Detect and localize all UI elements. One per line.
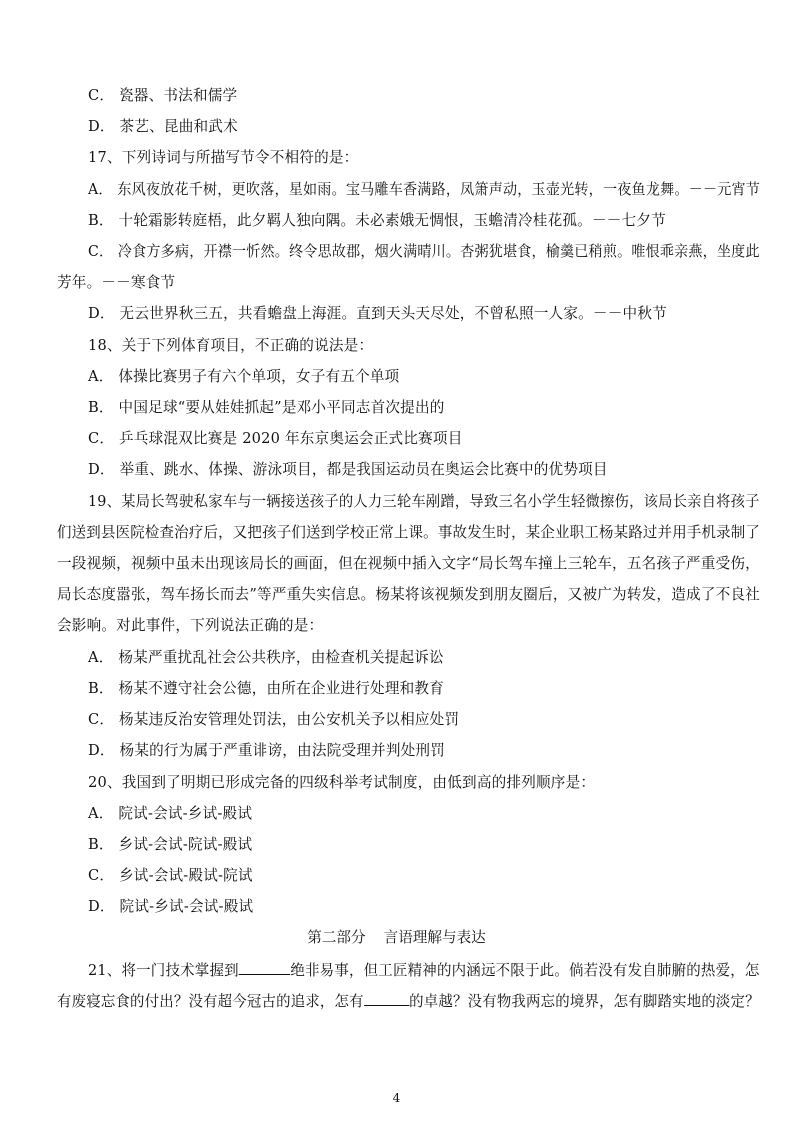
q19-stem-line: 一段视频，视频中虽未出现该局长的画面，但在视频中插入文字“局长驾车撞上三轮车，五名孩子严重受伤， [57, 555, 760, 572]
q19-option-d: D． 杨某的行为属于严重诽谤，由法院受理并判处刑罚 [88, 742, 445, 759]
q19-option-c: C． 杨某违反治安管理处罚法，由公安机关予以相应处罚 [88, 711, 460, 728]
q19-stem-line: 们送到县医院检查治疗后，又把孩子们送到学校正常上课。事故发生时，某企业职工杨某路过并用手机录制了 [57, 524, 761, 541]
q18-option-d: D． 举重、跳水、体操、游泳项目，都是我国运动员在奥运会比赛中的优势项目 [88, 461, 608, 478]
q17-option-c: C． 冷食方多病，开襟一忻然。终令思故郡，烟火满晴川。杏粥犹堪食，榆羹已稍煎。唯恨乖亲燕，坐度此 [88, 243, 760, 260]
q20-option-c: C． 乡试-会试-殿试-院试 [88, 867, 253, 884]
fill-blank [239, 960, 291, 975]
q21-text: 21、将一门技术掌握到 [88, 962, 239, 979]
section-heading [0, 928, 793, 948]
q17-option-a: A． 东风夜放花千树，更吹落，星如雨。宝马雕车香满路，凤箫声动，玉壶光转，一夜鱼龙舞。－－元宵节 [88, 181, 761, 198]
q17-option-c-cont: 芳年。－－寒食节 [57, 274, 176, 291]
q20-stem: 20、我国到了明期已形成完备的四级科举考试制度，由低到高的排列顺序是： [88, 774, 596, 791]
q18-option-b: B． 中国足球“要从娃娃抓起”是邓小平同志首次提出的 [88, 399, 445, 416]
q18-option-c: C． 乒乓球混双比赛是 2020 年东京奥运会正式比赛项目 [88, 430, 463, 447]
q19-option-b: B． 杨某不遵守社会公德，由所在企业进行处理和教育 [88, 680, 445, 697]
q19-stem-line: 会影响。对此事件，下列说法正确的是： [57, 617, 324, 634]
q16-option-c: C． 瓷器、书法和儒学 [88, 87, 238, 104]
q21-stem-line [88, 960, 760, 981]
q18-stem: 18、关于下列体育项目，不正确的说法是： [88, 337, 374, 354]
q20-option-d: D． 院试-乡试-会试-殿试 [88, 898, 254, 915]
section-title: 言语理解与表达 [383, 929, 486, 946]
q18-option-a: A． 体操比赛男子有六个单项，女子有五个单项 [88, 368, 400, 385]
q20-option-b: B． 乡试-会试-院试-殿试 [88, 836, 253, 853]
q17-option-d: D． 无云世界秋三五，共看蟾盘上海涯。直到天头天尽处，不曾私照一人家。－－中秋节 [88, 305, 667, 322]
q19-stem-line: 局长态度嚣张，驾车扬长而去”等严重失实信息。杨某将该视频发到朋友圈后，又被广为转发，造成了不良社 [57, 586, 760, 603]
q21-stem-line [57, 991, 760, 1012]
page-number: 4 [392, 1091, 401, 1105]
q16-option-d: D． 茶艺、昆曲和武术 [88, 118, 238, 135]
section-part: 第二部分 [307, 929, 366, 946]
q17-stem: 17、下列诗词与所描写节令不相符的是： [88, 149, 359, 166]
q19-option-a: A． 杨某严重扰乱社会公共秩序，由检查机关提起诉讼 [88, 649, 444, 666]
fill-blank [364, 991, 409, 1006]
q21-text: 的卓越？没有物我两忘的境界，怎有脚踏实地的淡定？ [409, 993, 760, 1010]
q21-text: 绝非易事，但工匠精神的内涵远不限于此。倘若没有发自肺腑的热爱，怎 [290, 962, 760, 979]
q17-option-b: B． 十轮霜影转庭梧，此夕羁人独向隅。未必素娥无惆恨，玉蟾清冷桂花孤。－－七夕节 [88, 212, 666, 229]
q20-option-a: A． 院试-会试-乡试-殿试 [88, 805, 253, 822]
q21-text: 有废寝忘食的付出？没有超今冠古的追求，怎有 [57, 993, 364, 1010]
q19-stem-line: 19、某局长驾驶私家车与一辆接送孩子的人力三轮车剐蹭，导致三名小学生轻微擦伤，该局长亲自将孩子 [88, 493, 760, 510]
